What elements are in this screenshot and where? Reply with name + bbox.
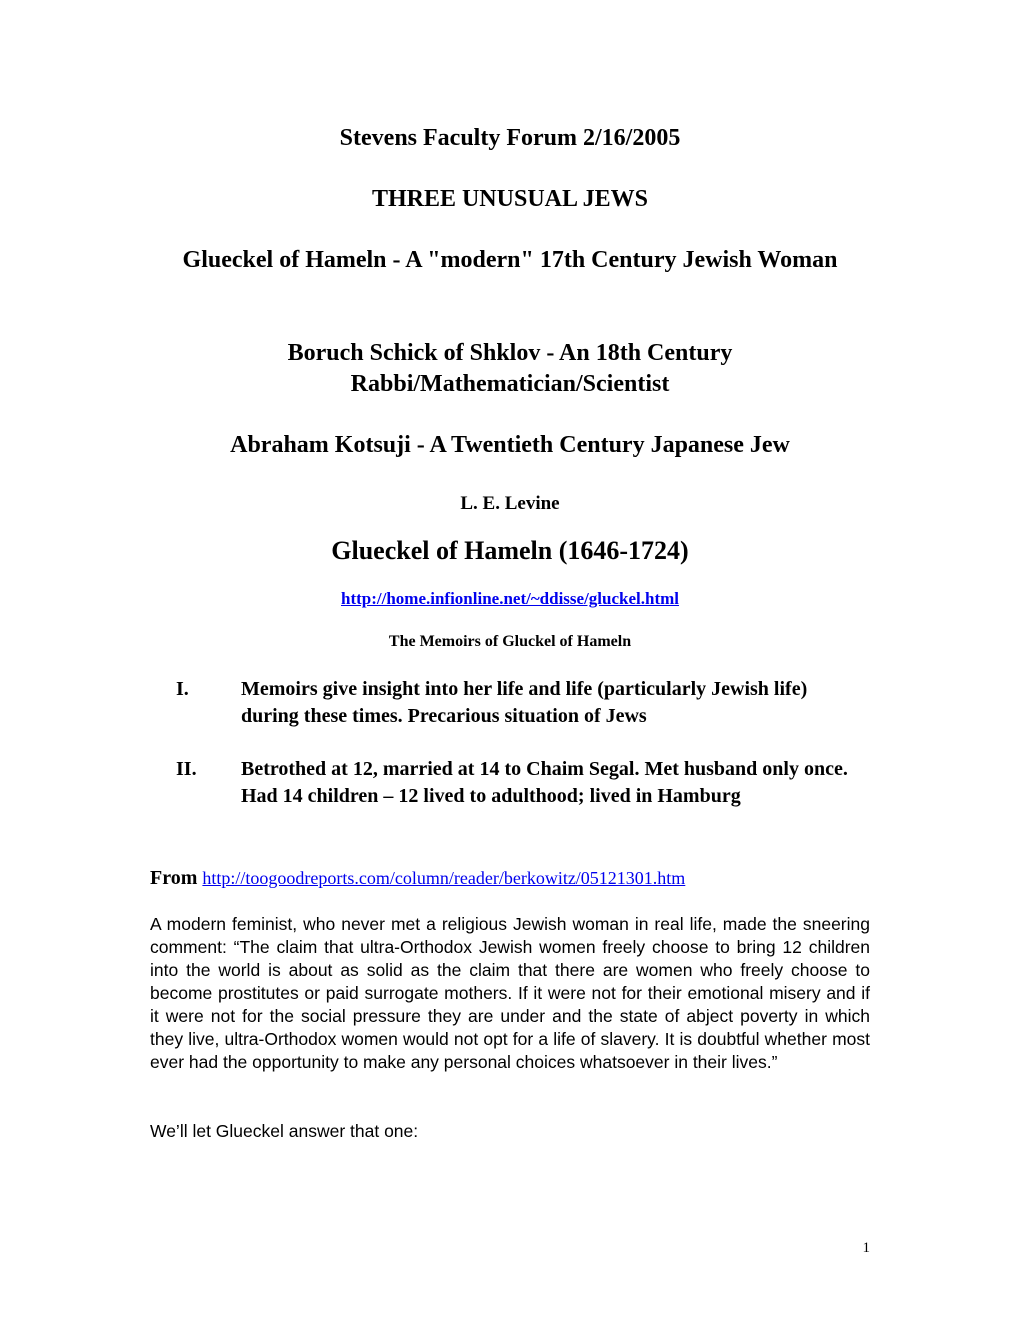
list-item-number: I. [176, 678, 189, 700]
page-number: 1 [862, 1240, 870, 1256]
list-item-text: Memoirs give insight into her life and life (particularly Jewish life) during these times. Precarious situation of Jews [241, 678, 808, 727]
topic-glueckel: Glueckel of Hameln - A "modern" 17th Century Jewish Woman [182, 247, 838, 273]
section-subtitle: The Memoirs of Gluckel of Hameln [388, 633, 632, 650]
author-name: L. E. Levine [460, 493, 560, 514]
quote-paragraph: A modern feminist, who never met a religious Jewish woman in real life, made the sneering comment: “The claim that ultra-Orthodox Jewish women freely choose to bring 12 children into the world is about as solid as the claim that there are women who freely choose to become prostitutes or paid surrogate mothers. If it were not for their emotional misery and if it were not for the social pressure they are under and the state of abject poverty in which they live, ultra-Orthodox women would not opt for a life of slavery. It is doubtful whether most ever had the opportunity to make any personal choices whatsoever in their lives.” [150, 914, 870, 1072]
forum-title: Stevens Faculty Forum 2/16/2005 [339, 125, 681, 151]
source-label: From [150, 867, 198, 889]
list-item-text: Betrothed at 12, married at 14 to Chaim Segal. Met husband only once. Had 14 children – 12 lived to adulthood; lived in Hamburg [241, 758, 848, 807]
memoirs-link[interactable]: http://home.infionline.net/~ddisse/gluckel.html [340, 589, 680, 608]
source-line [150, 865, 870, 891]
closing-paragraph: We’ll let Glueckel answer that one: [150, 1121, 419, 1141]
section-heading: Glueckel of Hameln (1646-1724) [331, 536, 689, 565]
topic-boruch: Boruch Schick of Shklov - An 18th Century Rabbi/Mathematician/Scientist [287, 340, 733, 397]
source-link[interactable]: http://toogoodreports.com/column/reader/berkowitz/05121301.htm [202, 868, 686, 888]
topic-kotsuji: Abraham Kotsuji - A Twentieth Century Japanese Jew [230, 432, 790, 458]
list-item-number: II. [176, 758, 197, 780]
main-title: THREE UNUSUAL JEWS [371, 186, 649, 212]
